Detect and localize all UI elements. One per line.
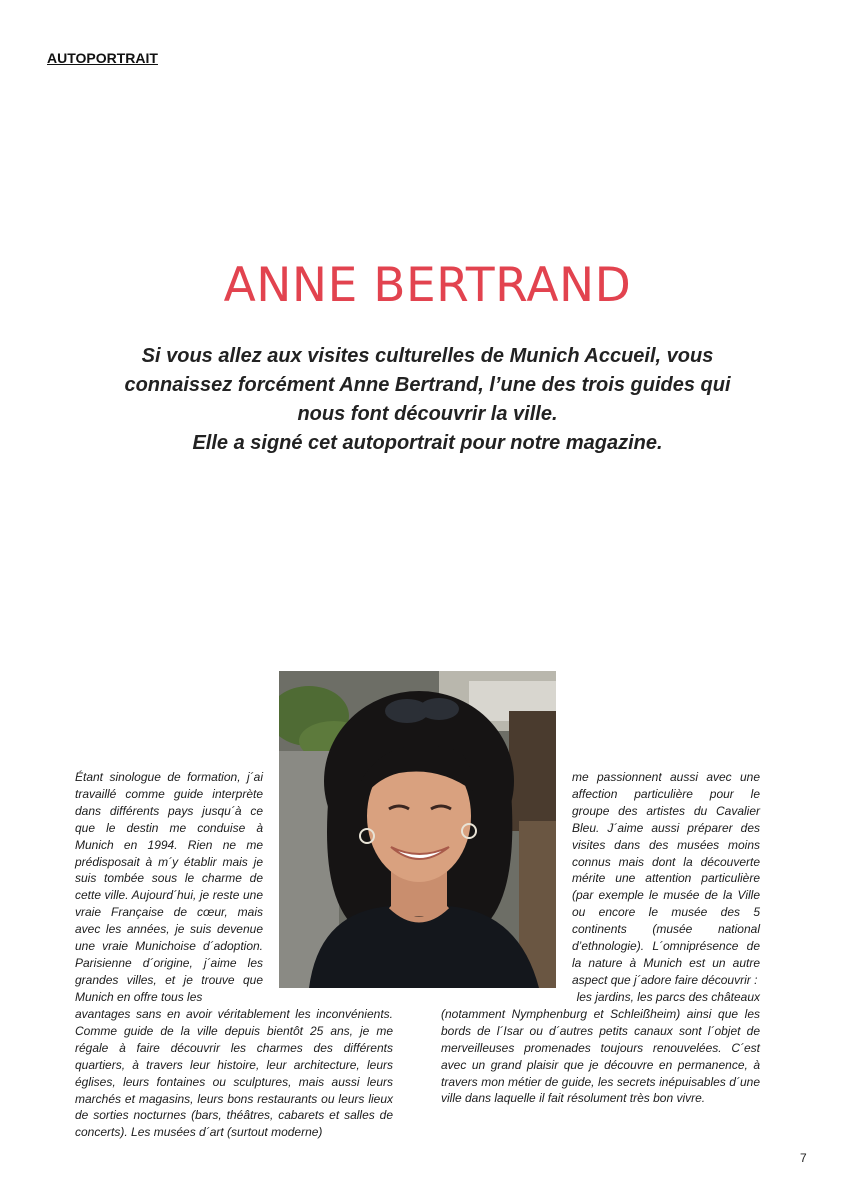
portrait-photo: [279, 671, 556, 988]
body-column-left-bottom: avantages sans en avoir véritablement les inconvénients. Comme guide de la ville depuis bientôt 25 ans, je me régale à faire découvrir les charmes des différents quartiers, à travers leur histoire, leur architecture, leurs églises, leurs fontaines ou sculptures, mais aussi leurs marchés et magasins, leurs bons restaurants ou leurs lieux de sorties nocturnes (bars, théâtres, cabarets et salles de concerts). Les musées d´art (surtout moderne): [75, 1007, 393, 1140]
body-column-left-top: Étant sinologue de formation, j´ai travaillé comme guide interprète dans différents pays jusqu´à ce que le destin me conduise à Munich en 1994. Rien ne me prédisposait à m´y établir mais je suis tombée sous le charme de cette ville. Aujourd´hui, je reste une vraie Française de cœur, mais avec les années, je suis devenue une vraie Munichoise d´adoption. Parisienne d´origine, j´aime les grandes villes, et je trouve que Munich en offre tous les: [75, 770, 263, 1004]
body-line: les jardins, les parcs des châteaux: [576, 990, 760, 1004]
section-label: AUTOPORTRAIT: [47, 50, 158, 66]
page-number: 7: [800, 1151, 807, 1165]
body-column-right-bottom: [441, 989, 760, 1107]
body-paragraph: (notamment Nymphenburg et Schleißheim) ainsi que les bords de l´Isar ou d´autres petits canaux sont l´objet de merveilleuses promenades toujours renouvelées. C´est avec un grand plaisir que je découvre en permanence, à travers mon métier de guide, les secrets inépuisables d´une ville dans laquelle il fait résolument très bon vivre.: [441, 1006, 760, 1106]
intro-line: connaissez forcément Anne Bertrand, l’une des trois guides qui: [124, 374, 731, 396]
intro-line: nous font découvrir la ville.: [297, 403, 558, 425]
article-title: ANNE BERTRAND: [223, 258, 632, 313]
body-column-right-top: me passionnent aussi avec une affection particulière pour le groupe des artistes du Cavalier Bleu. J´aime aussi préparer des visites dans des musées moins connus mais dont la découverte mérite une attention particulière (par exemple le musée de la Ville ou encore le musée des 5 continents (musée national d’ethnologie). L´omniprésence de la nature à Munich est un autre aspect que j´adore faire découvrir :: [572, 770, 760, 987]
intro-line: Elle a signé cet autoportrait pour notre magazine.: [192, 432, 663, 454]
article-intro: [60, 342, 795, 458]
portrait-photo-illustration: [279, 671, 556, 988]
intro-line: Si vous allez aux visites culturelles de Munich Accueil, vous: [141, 345, 714, 367]
